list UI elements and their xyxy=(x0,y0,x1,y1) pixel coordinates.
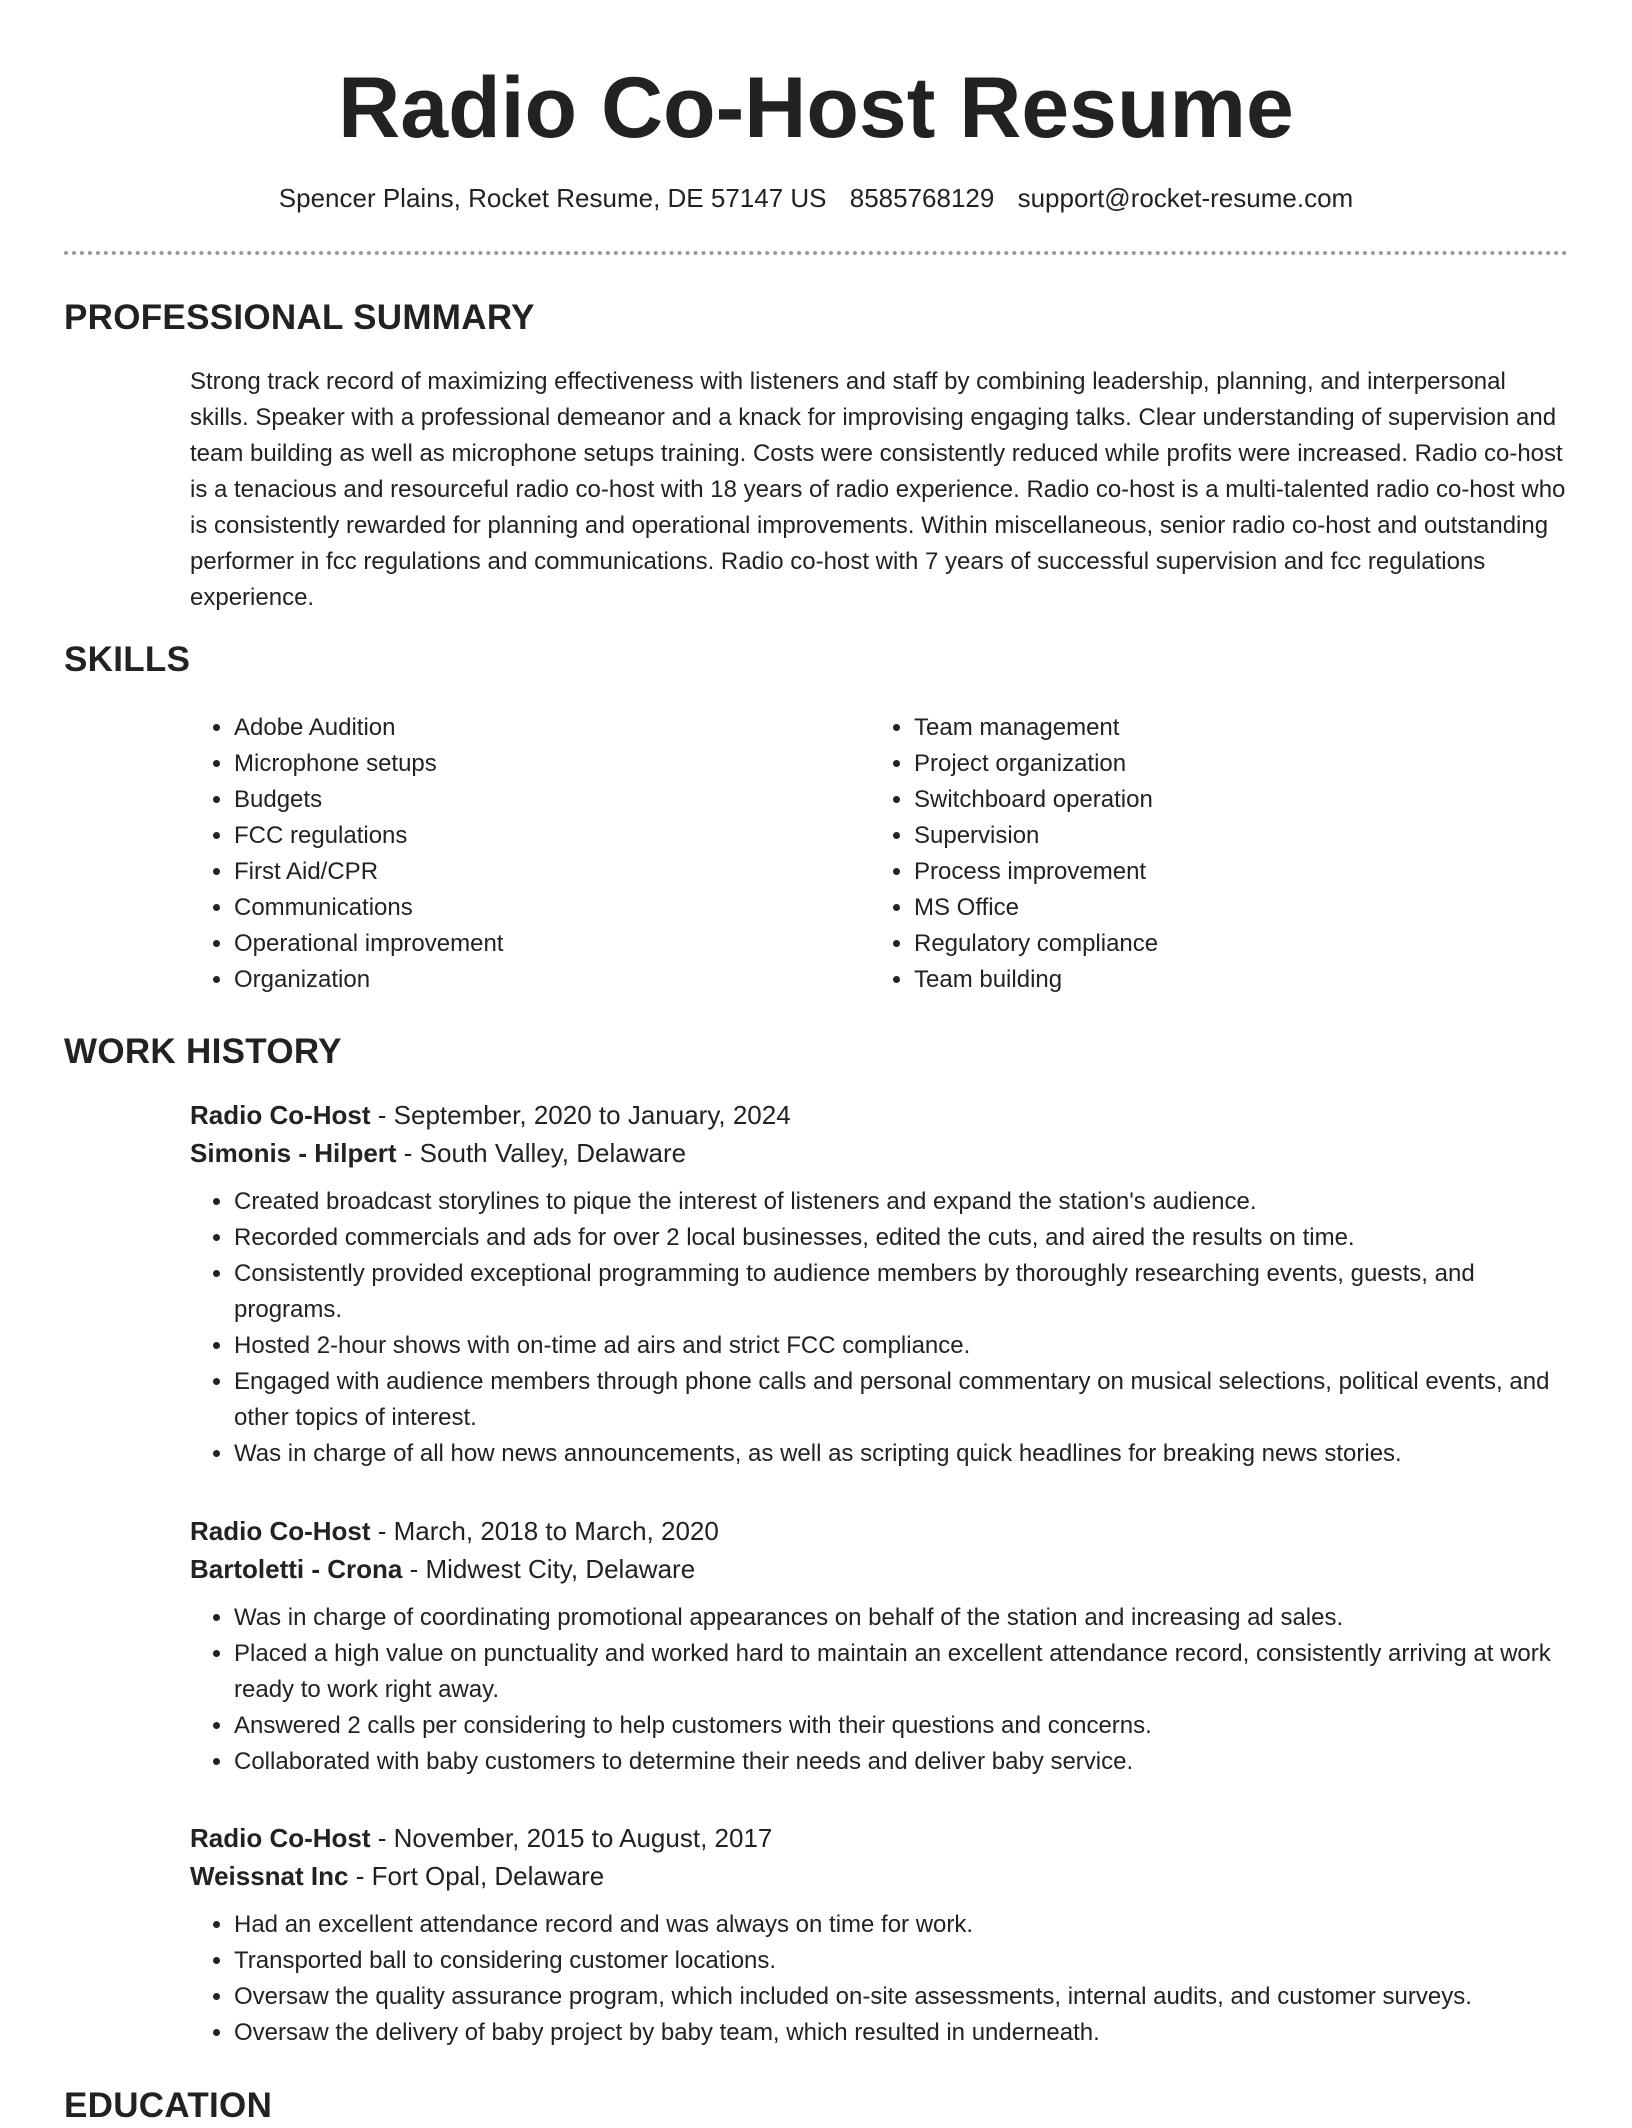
skills-column-1 xyxy=(190,710,503,998)
job-title-line xyxy=(190,1096,1570,1134)
skill-item: • Operational improvement xyxy=(234,926,503,962)
job-bullet: • Was in charge of coordinating promotional appearances on behalf of the station and increasing ad sales. xyxy=(234,1600,1570,1636)
skill-item: • FCC regulations xyxy=(234,818,503,854)
job-entry xyxy=(190,1512,1570,1780)
job-bullets xyxy=(190,1184,1570,1472)
skill-item: • Communications xyxy=(234,890,503,926)
job-title-line xyxy=(190,1512,1570,1550)
skill-item: • Microphone setups xyxy=(234,746,503,782)
skill-item: • Regulatory compliance xyxy=(914,926,1158,962)
job-company-line xyxy=(190,1857,1570,1895)
skill-item: • Organization xyxy=(234,962,503,998)
job-bullet: • Answered 2 calls per considering to help customers with their questions and concerns. xyxy=(234,1708,1570,1744)
job-location: - Fort Opal, Delaware xyxy=(348,1861,605,1891)
job-entry xyxy=(190,1096,1570,1472)
skills-list xyxy=(190,710,1570,1010)
job-company: Simonis - Hilpert xyxy=(190,1138,397,1168)
skill-item: • MS Office xyxy=(914,890,1158,926)
job-bullet: • Transported ball to considering customer locations. xyxy=(234,1943,1570,1979)
skill-item: • Process improvement xyxy=(914,854,1158,890)
summary-text: Strong track record of maximizing effectiveness with listeners and staff by combining leadership, planning, and interpersonal skills. Speaker with a professional demeanor and a knack for improvising engaging talks. Clear understanding of supervision and team building as well as microphone setups training. Costs were consistently reduced while profits were increased. Radio co-host is a tenacious and resourceful radio co-host with 18 years of radio experience. Radio co-host is a multi-talented radio co-host who is consistently rewarded for planning and operational improvements. Within miscellaneous, senior radio co-host and outstanding performer in fcc regulations and communications. Radio co-host with 7 years of successful supervision and fcc regulations experience. xyxy=(190,368,1566,611)
job-bullets xyxy=(190,1907,1570,2051)
job-bullet: • Placed a high value on punctuality and worked hard to maintain an excellent attendance record, consistently arriving at work ready to work right away. xyxy=(234,1636,1570,1708)
job-dates: - September, 2020 to January, 2024 xyxy=(370,1100,791,1130)
job-title: Radio Co-Host xyxy=(190,1823,371,1853)
job-dates: - November, 2015 to August, 2017 xyxy=(370,1823,773,1853)
job-title: Radio Co-Host xyxy=(190,1516,371,1546)
job-bullet: • Engaged with audience members through phone calls and personal commentary on musical selections, political events, and other topics of interest. xyxy=(234,1364,1570,1436)
job-bullet: • Oversaw the delivery of baby project by baby team, which resulted in underneath. xyxy=(234,2015,1570,2051)
job-entry xyxy=(190,1819,1570,2051)
job-company: Bartoletti - Crona xyxy=(190,1554,403,1584)
job-bullet: • Created broadcast storylines to pique the interest of listeners and expand the station's audience. xyxy=(234,1184,1570,1220)
skill-item: • First Aid/CPR xyxy=(234,854,503,890)
job-bullets xyxy=(190,1600,1570,1780)
job-title: Radio Co-Host xyxy=(190,1100,371,1130)
contact-address: Spencer Plains, Rocket Resume, DE 57147 US xyxy=(278,183,827,213)
contact-phone: 8585768129 xyxy=(849,183,995,213)
skill-item: • Switchboard operation xyxy=(914,782,1158,818)
job-bullet: • Was in charge of all how news announcements, as well as scripting quick headlines for breaking news stories. xyxy=(234,1436,1570,1472)
job-bullet: • Had an excellent attendance record and was always on time for work. xyxy=(234,1907,1570,1943)
job-location: - South Valley, Delaware xyxy=(396,1138,687,1168)
job-bullet: • Consistently provided exceptional programming to audience members by thoroughly researching events, guests, and programs. xyxy=(234,1256,1570,1328)
skill-item: • Budgets xyxy=(234,782,503,818)
work-history-heading: WORK HISTORY xyxy=(64,1032,342,1071)
job-company-line xyxy=(190,1134,1570,1172)
summary-heading: PROFESSIONAL SUMMARY xyxy=(64,298,535,337)
education-heading: EDUCATION xyxy=(64,2086,273,2125)
skills-column-2 xyxy=(870,710,1158,998)
header-divider xyxy=(64,251,1568,255)
job-company-line xyxy=(190,1550,1570,1588)
skill-item: • Team management xyxy=(914,710,1158,746)
contact-email[interactable]: support@rocket-resume.com xyxy=(1017,183,1354,213)
skill-item: • Team building xyxy=(914,962,1158,998)
contact-line xyxy=(0,180,1632,216)
skill-item: • Adobe Audition xyxy=(234,710,503,746)
job-bullet: • Oversaw the quality assurance program, which included on-site assessments, internal audits, and customer surveys. xyxy=(234,1979,1570,2015)
job-title-line xyxy=(190,1819,1570,1857)
skill-item: • Project organization xyxy=(914,746,1158,782)
job-bullet: • Collaborated with baby customers to determine their needs and deliver baby service. xyxy=(234,1744,1570,1780)
job-bullet: • Recorded commercials and ads for over 2 local businesses, edited the cuts, and aired the results on time. xyxy=(234,1220,1570,1256)
job-location: - Midwest City, Delaware xyxy=(402,1554,696,1584)
job-dates: - March, 2018 to March, 2020 xyxy=(370,1516,719,1546)
skills-heading: SKILLS xyxy=(64,640,191,679)
page-title: Radio Co-Host Resume xyxy=(338,60,1294,156)
skill-item: • Supervision xyxy=(914,818,1158,854)
job-bullet: • Hosted 2-hour shows with on-time ad airs and strict FCC compliance. xyxy=(234,1328,1570,1364)
job-company: Weissnat Inc xyxy=(190,1861,349,1891)
